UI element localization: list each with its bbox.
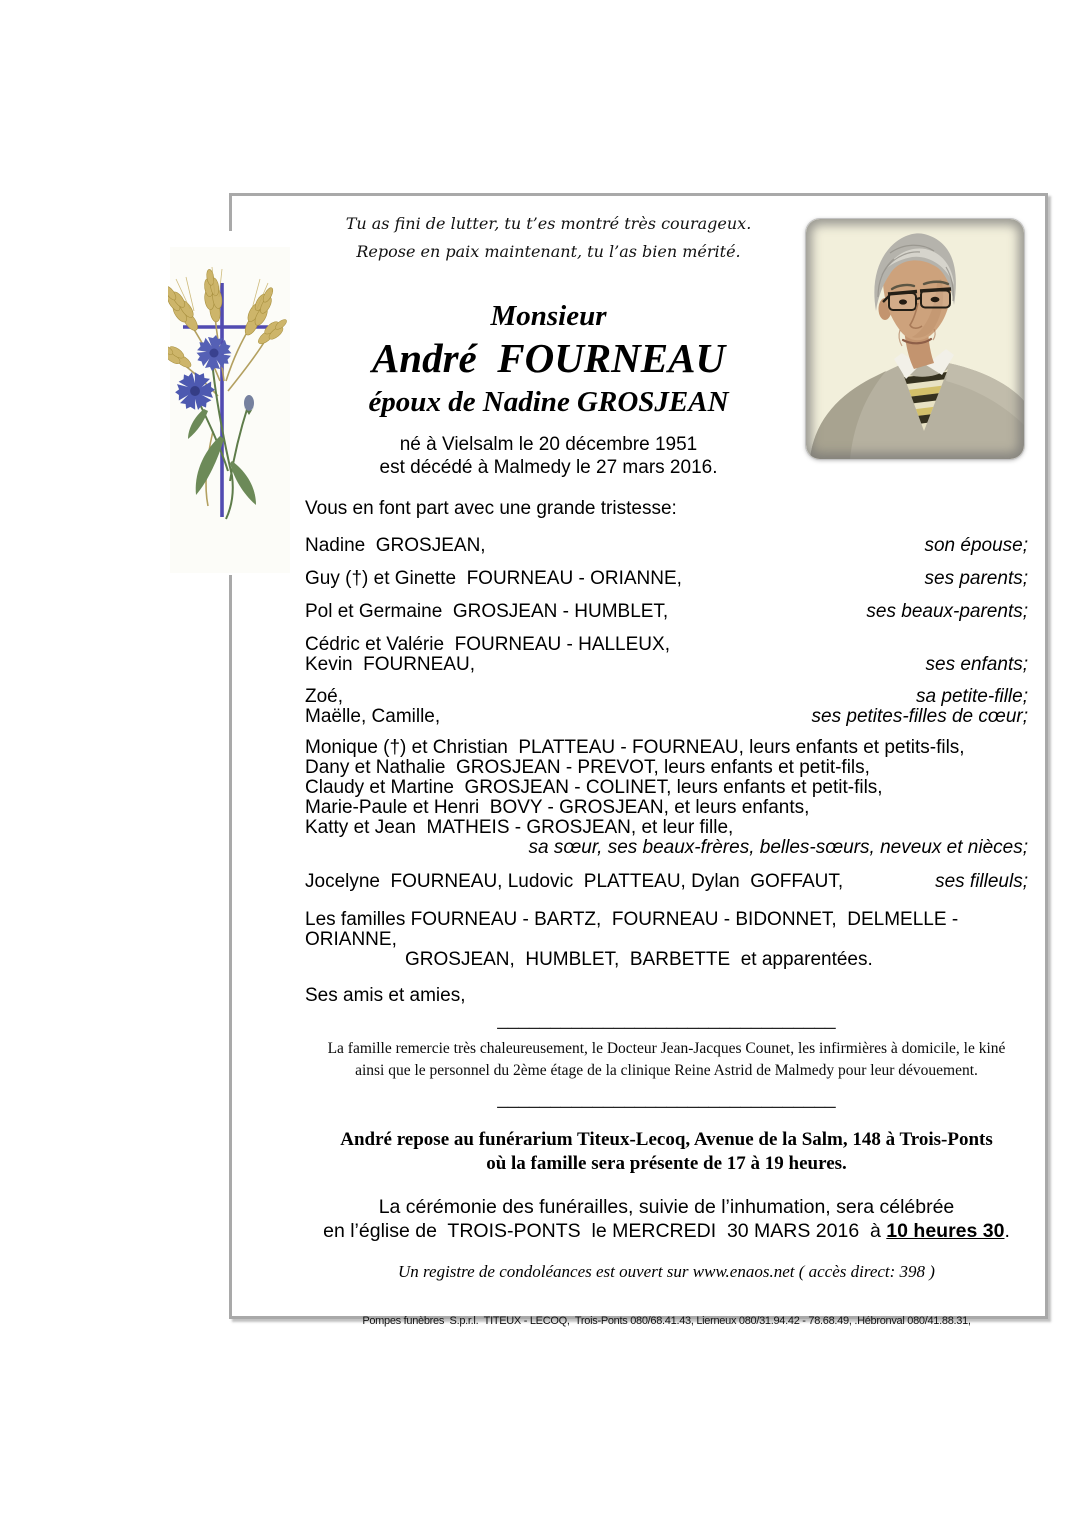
ceremony-line-2-text: en l’église de TROIS-PONTS le MERCREDI 30 MARS 2016 à: [323, 1220, 887, 1242]
family-name: Katty et Jean MATHEIS - GROSJEAN, et leur fille,: [305, 817, 734, 838]
friends-line: Ses amis et amies,: [305, 985, 466, 1006]
death-line: est décédé à Malmedy le 27 mars 2016.: [379, 457, 718, 478]
relation-label: sa sœur, ses beaux-frères, belles-sœurs, neveux et nièces;: [528, 837, 1028, 858]
repose-line-1: André repose au funérarium Titeux-Lecoq, Avenue de la Salm, 148 à Trois-Ponts: [340, 1129, 993, 1150]
family-name: Kevin FOURNEAU,: [305, 654, 475, 675]
family-name: Maëlle, Camille,: [305, 706, 441, 727]
family-name: Zoé,: [305, 686, 344, 707]
family-group-grandchildren: [305, 687, 1028, 727]
ceremony-line-2: [305, 1219, 1028, 1243]
family-row-godchildren: [305, 872, 1028, 892]
quote-line-1: Tu as fini de lutter, tu t’es montré très courageux.: [345, 214, 752, 233]
portrait-photo: [806, 219, 1024, 459]
families-line-1: Les familles FOURNEAU - BARTZ, FOURNEAU - BIDONNET, DELMELLE - ORIANNE,: [305, 909, 964, 950]
family-name: Claudy et Martine GROSJEAN - COLINET, leurs enfants et petit-fils,: [305, 777, 883, 798]
quote-line-2: Repose en paix maintenant, tu l’as bien mérité.: [356, 242, 741, 261]
family-name: Monique (†) et Christian PLATTEAU - FOURNEAU, leurs enfants et petits-fils,: [305, 737, 965, 758]
relation-label: ses petites-filles de cœur;: [811, 706, 1028, 727]
birth-death-block: [290, 433, 807, 479]
thanks-line-2: ainsi que le personnel du 2ème étage de la clinique Reine Astrid de Malmedy pour leur dévouement.: [355, 1062, 978, 1079]
cross-flowers-icon: [168, 231, 292, 575]
memorial-quote: [290, 210, 807, 266]
relation-label: ses filleuls;: [935, 871, 1028, 892]
family-name: Marie-Paule et Henri BOVY - GROSJEAN, et leurs enfants,: [305, 797, 810, 818]
divider-line: ________________________________: [497, 1088, 836, 1109]
civility-title: Monsieur: [490, 300, 607, 332]
families-block: [305, 910, 1028, 970]
repose-line-2: où la famille sera présente de 17 à 19 heures.: [486, 1153, 847, 1174]
spouse-line: époux de Nadine GROSJEAN: [368, 386, 729, 418]
family-row-inlaws: [305, 602, 1028, 622]
family-name: Cédric et Valérie FOURNEAU - HALLEUX,: [305, 634, 670, 655]
relation-label: son épouse;: [924, 535, 1028, 556]
ceremony-block: [305, 1195, 1028, 1243]
family-name: Guy (†) et Ginette FOURNEAU - ORIANNE,: [305, 568, 682, 589]
relation-label: ses beaux-parents;: [866, 601, 1028, 622]
relation-label: ses parents;: [924, 568, 1028, 589]
deceased-header: [280, 297, 817, 422]
family-name: Jocelyne FOURNEAU, Ludovic PLATTEAU, Dylan GOFFAUT,: [305, 871, 844, 892]
relation-label: ses enfants;: [925, 654, 1028, 675]
repose-block: [305, 1128, 1028, 1176]
family-name: Nadine GROSJEAN,: [305, 535, 486, 556]
families-line-2: GROSJEAN, HUMBLET, BARBETTE et apparentées.: [405, 949, 873, 970]
thanks-paragraph: [305, 1038, 1028, 1082]
family-row-parents: [305, 569, 1028, 589]
family-group-siblings: [305, 738, 1028, 858]
cross-and-flowers-illustration: [168, 231, 292, 575]
divider-line: ________________________________: [497, 1009, 836, 1030]
family-name: Dany et Nathalie GROSJEAN - PREVOT, leurs enfants et petit-fils,: [305, 757, 870, 778]
ceremony-line-1: La cérémonie des funérailles, suivie de l’inhumation, sera célébrée: [378, 1196, 955, 1218]
condolence-register-line: Un registre de condoléances est ouvert sur www.enaos.net ( accès direct: 398 ): [398, 1262, 935, 1281]
family-group-children: [305, 635, 1028, 675]
deceased-name: André FOURNEAU: [371, 335, 726, 381]
family-name: Pol et Germaine GROSJEAN - HUMBLET,: [305, 601, 669, 622]
announcement-intro: Vous en font part avec une grande tristesse:: [305, 498, 677, 519]
funeral-home-contact: Pompes funèbres S.p.r.l. TITEUX - LECOQ, Trois-Ponts 080/68.41.43, Lierneux 080/31.94.42 - 78.68.49, .Hébronval 080/41.88.31,: [362, 1315, 971, 1327]
ceremony-time: 10 heures 30: [886, 1220, 1005, 1242]
relation-label: sa petite-fille;: [916, 686, 1028, 707]
family-row-spouse: [305, 536, 1028, 556]
portrait-man-icon: [806, 219, 1024, 459]
ceremony-line-2-period: .: [1004, 1220, 1010, 1242]
thanks-line-1: La famille remercie très chaleureusement, le Docteur Jean-Jacques Counet, les infirmières à domicile, le kiné: [327, 1040, 1006, 1057]
announcement-body: [305, 499, 1028, 1328]
birth-line: né à Vielsalm le 20 décembre 1951: [399, 434, 698, 455]
